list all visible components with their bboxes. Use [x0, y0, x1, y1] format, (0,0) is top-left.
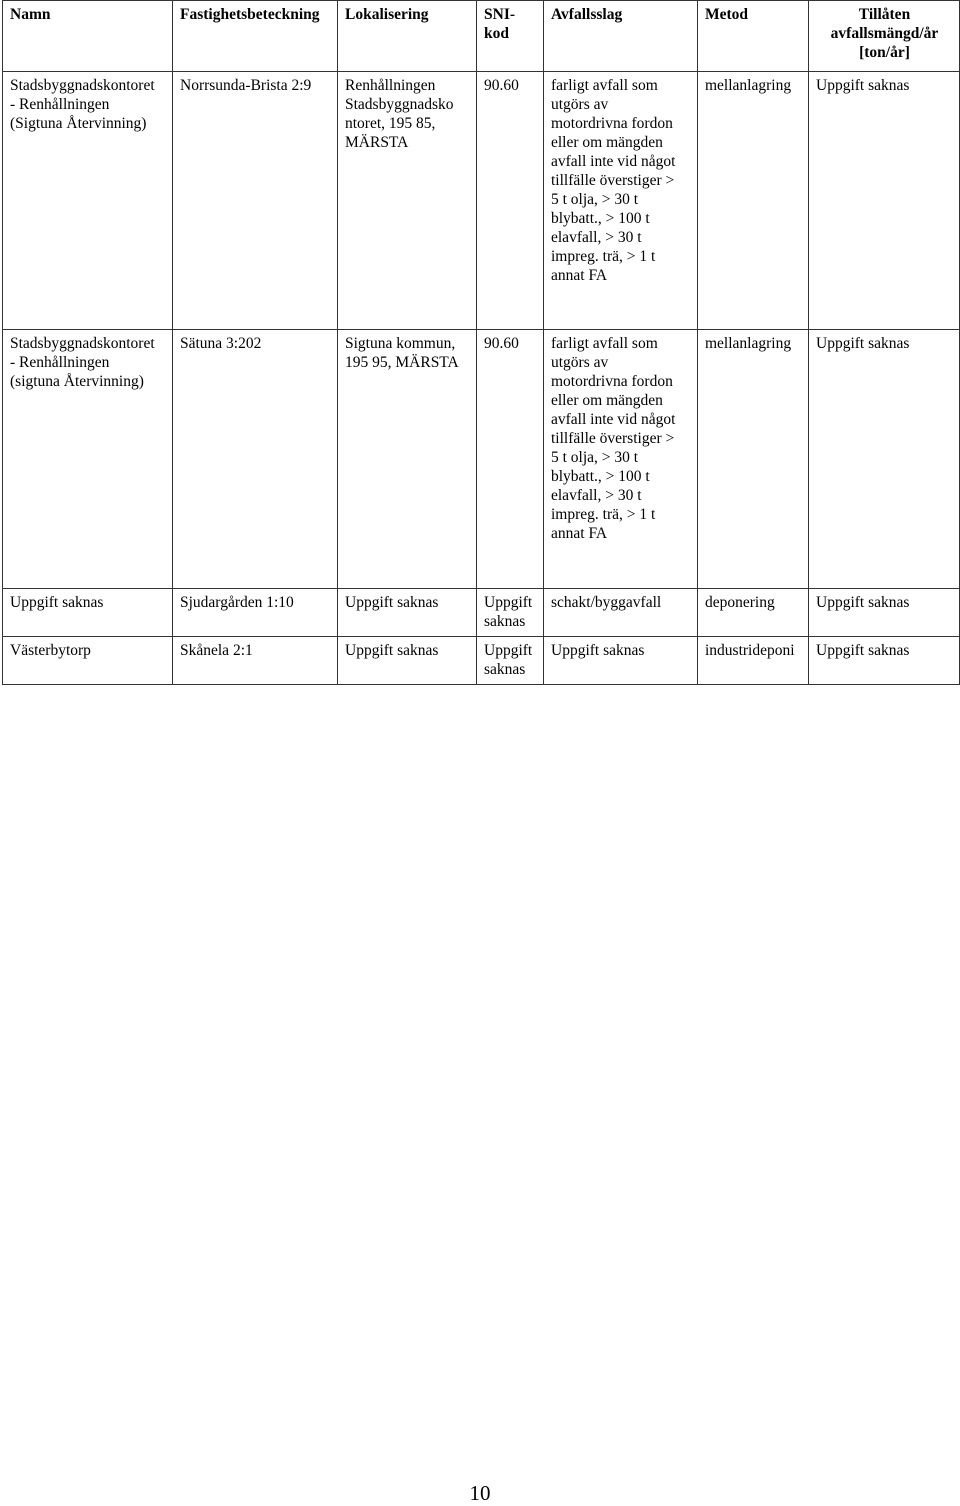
cell-tillaten-mangd: Uppgift saknas — [809, 589, 960, 637]
cell-avfallsslag: schakt/byggavfall — [544, 589, 698, 637]
cell-sni-kod: Uppgift saknas — [477, 637, 544, 685]
cell-fastighetsbeteckning: Skånela 2:1 — [173, 637, 338, 685]
cell-metod: deponering — [698, 589, 809, 637]
cell-lokalisering: Sigtuna kommun, 195 95, MÄRSTA — [338, 330, 477, 589]
cell-sni-kod: Uppgift saknas — [477, 589, 544, 637]
cell-metod: mellanlagring — [698, 330, 809, 589]
cell-fastighetsbeteckning: Sätuna 3:202 — [173, 330, 338, 589]
cell-fastighetsbeteckning: Norrsunda-Brista 2:9 — [173, 72, 338, 330]
cell-avfallsslag: farligt avfall som utgörs av motordrivna fordon eller om mängden avfall inte vid något tillfälle överstiger > 5 t olja, > 30 t blybatt., > 100 t elavfall, > 30 t impreg. trä, > 1 t annat FA — [544, 330, 698, 589]
page-number: 10 — [469, 1481, 491, 1505]
header-sni-kod: SNI- kod — [477, 1, 544, 72]
cell-sni-kod: 90.60 — [477, 330, 544, 589]
table-row — [3, 330, 960, 589]
header-tillaten-avfallsmangd: Tillåten avfallsmängd/år [ton/år] — [809, 1, 960, 72]
cell-namn: Uppgift saknas — [3, 589, 173, 637]
cell-sni-kod: 90.60 — [477, 72, 544, 330]
cell-metod: industrideponi — [698, 637, 809, 685]
cell-lokalisering: Renhållningen Stadsbyggnadsko ntoret, 195 85, MÄRSTA — [338, 72, 477, 330]
cell-tillaten-mangd: Uppgift saknas — [809, 72, 960, 330]
waste-facilities-table — [2, 0, 960, 685]
cell-fastighetsbeteckning: Sjudargården 1:10 — [173, 589, 338, 637]
cell-lokalisering: Uppgift saknas — [338, 589, 477, 637]
cell-tillaten-mangd: Uppgift saknas — [809, 637, 960, 685]
cell-lokalisering: Uppgift saknas — [338, 637, 477, 685]
header-fastighetsbeteckning: Fastighetsbeteckning — [173, 1, 338, 72]
header-namn: Namn — [3, 1, 173, 72]
cell-tillaten-mangd: Uppgift saknas — [809, 330, 960, 589]
cell-namn: Stadsbyggnadskontoret - Renhållningen (Sigtuna Återvinning) — [3, 72, 173, 330]
cell-avfallsslag: Uppgift saknas — [544, 637, 698, 685]
table-header-row — [3, 1, 960, 72]
cell-metod: mellanlagring — [698, 72, 809, 330]
table-row — [3, 72, 960, 330]
cell-namn: Stadsbyggnadskontoret - Renhållningen (sigtuna Återvinning) — [3, 330, 173, 589]
cell-avfallsslag: farligt avfall som utgörs av motordrivna fordon eller om mängden avfall inte vid något tillfälle överstiger > 5 t olja, > 30 t blybatt., > 100 t elavfall, > 30 t impreg. trä, > 1 t annat FA — [544, 72, 698, 330]
header-lokalisering: Lokalisering — [338, 1, 477, 72]
cell-namn: Västerbytorp — [3, 637, 173, 685]
table-row — [3, 637, 960, 685]
header-metod: Metod — [698, 1, 809, 72]
table-row — [3, 589, 960, 637]
header-avfallsslag: Avfallsslag — [544, 1, 698, 72]
